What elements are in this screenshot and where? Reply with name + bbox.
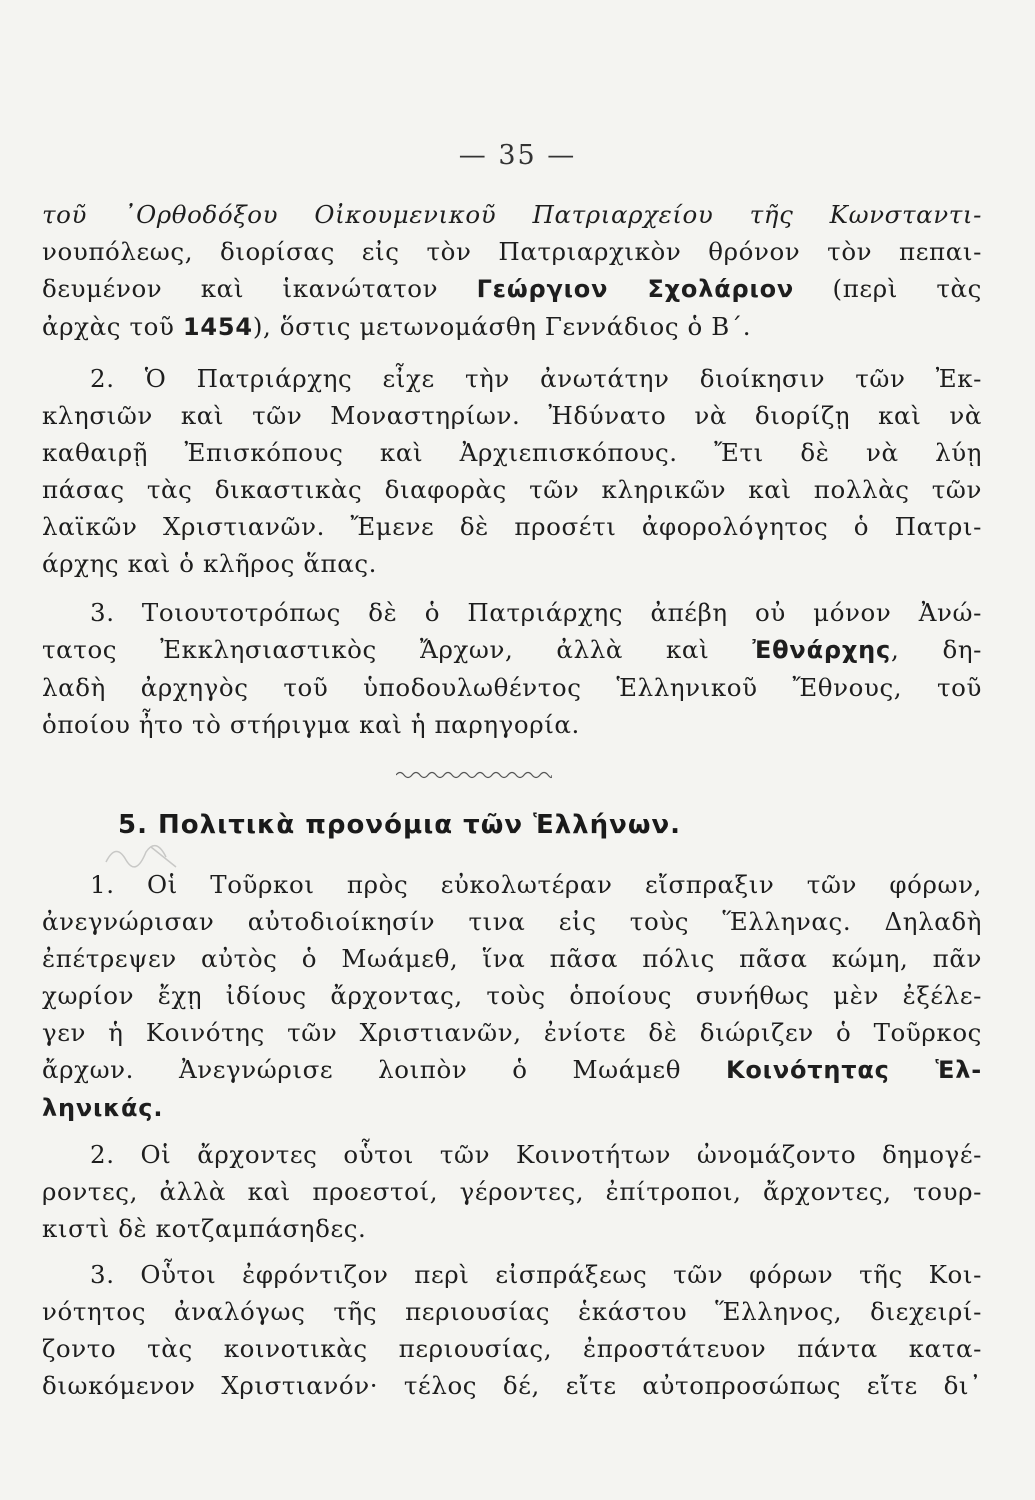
- text-line: γεν ἡ Κοινότης τῶν Χριστιανῶν, ἐνίοτε δὲ διώριζεν ὁ Τοῦρκος: [42, 1018, 982, 1047]
- text-line: νότητος ἀναλόγως τῆς περιουσίας ἑκάστου Ἕλληνος, διεχειρί-: [42, 1297, 982, 1326]
- paragraph-patriarch-authority: [42, 360, 982, 582]
- text-line-content: δευμένον καὶ ἱκανώτατον Γεώργιον Σχολάριον (περὶ τὰς: [42, 274, 982, 303]
- text-line: ἐπέτρεψεν αὐτὸς ὁ Μωάμεθ, ἵνα πᾶσα πόλις πᾶσα κώμη, πᾶν: [42, 944, 982, 973]
- text-line: ροντες, ἀλλὰ καὶ προεστοί, γέροντες, ἐπίτροποι, ἄρχοντες, τουρ-: [42, 1177, 982, 1206]
- text-line: 2. Οἱ ἄρχοντες οὗτοι τῶν Κοινοτήτων ὠνομάζοντο δημογέ-: [90, 1140, 982, 1169]
- text-line: ὁποίου ἦτο τὸ στήριγμα καὶ ἡ παρηγορία.: [42, 710, 580, 739]
- text-line: [42, 270, 982, 308]
- text-line: ἀρχὰς τοῦ 1454), ὅστις μετωνομάσθη Γεννάδιος ὁ Β΄.: [42, 312, 752, 341]
- text-line: κλησιῶν καὶ τῶν Μοναστηρίων. Ἠδύνατο νὰ διορίζῃ καὶ νὰ: [42, 401, 982, 430]
- paragraph-self-government: [42, 866, 982, 1127]
- text-line: [42, 1089, 982, 1127]
- bold-term: Ἐθνάρχης: [752, 636, 892, 664]
- text-line-content: τοῦ ᾿Ορθοδόξου Οἰκουμενικοῦ Πατριαρχείου τῆς Κωνσταντι-: [42, 200, 982, 229]
- text-line: [42, 196, 982, 233]
- text-line: ζοντο τὰς κοινοτικὰς περιουσίας, ἐπροστάτευον πάντα κατα-: [42, 1334, 982, 1363]
- text-line: ἀνεγνώρισαν αὐτοδιοίκησίν τινα εἰς τοὺς Ἕλληνας. Δηλαδὴ: [42, 907, 982, 936]
- text-line: τατος Ἐκκλησιαστικὸς Ἄρχων, ἀλλὰ καὶ Ἐθνάρχης, δη-: [42, 635, 982, 664]
- section-heading: 5. Πολιτικὰ προνόμια τῶν Ἑλλήνων.: [118, 810, 682, 840]
- bold-term: 1454: [182, 313, 253, 341]
- text-line: χωρίον ἔχῃ ἰδίους ἄρχοντας, τοὺς ὁποίους συνήθως μὲν ἐξέλε-: [42, 981, 982, 1010]
- page-number: — 35 —: [458, 140, 577, 171]
- bold-term: Γεώργιον Σχολάριον: [476, 275, 795, 303]
- wavy-divider: [396, 770, 552, 780]
- paragraph-community-leaders: [42, 1136, 982, 1247]
- bold-term: Κοινότητας Ἑλ-: [726, 1056, 983, 1084]
- bold-term: ληνικάς.: [42, 1094, 164, 1122]
- paragraph-leader-duties: [42, 1256, 982, 1404]
- text-line: ἄρχων. Ἀνεγνώρισε λοιπὸν ὁ Μωάμεθ Κοινότητας Ἑλ-: [42, 1055, 983, 1084]
- text-line: διωκόμενον Χριστιανόν· τέλος δέ, εἴτε αὐτοπροσώπως εἴτε δι᾿: [42, 1371, 982, 1400]
- text-line: 3. Οὗτοι ἐφρόντιζον περὶ εἰσπράξεως τῶν φόρων τῆς Κοι-: [90, 1260, 982, 1289]
- text-line: λαϊκῶν Χριστιανῶν. Ἔμενε δὲ προσέτι ἀφορολόγητος ὁ Πατρι-: [42, 512, 982, 541]
- text-line: 3. Τοιουτοτρόπως δὲ ὁ Πατριάρχης ἀπέβη οὐ μόνον Ἀνώ-: [90, 598, 982, 627]
- text-line: κιστὶ δὲ κοτζαμπάσηδες.: [42, 1214, 367, 1243]
- text-line: νουπόλεως, διορίσας εἰς τὸν Πατριαρχικὸν θρόνον τὸν πεπαι-: [42, 237, 982, 266]
- text-line: άρχης καὶ ὁ κλῆρος ἅπας.: [42, 549, 378, 578]
- paragraph-continuation: [42, 196, 982, 346]
- text-line: 2. Ὁ Πατριάρχης εἶχε τὴν ἀνωτάτην διοίκησιν τῶν Ἐκ-: [90, 364, 982, 393]
- paragraph-ethnarch: [42, 594, 982, 743]
- text-line: καθαιρῇ Ἐπισκόπους καὶ Ἀρχιεπισκόπους. Ἔτι δὲ νὰ λύῃ: [42, 438, 982, 467]
- text-line: πάσας τὰς δικαστικὰς διαφορὰς τῶν κληρικῶν καὶ πολλὰς τῶν: [42, 475, 982, 504]
- text-line: 1. Οἱ Τοῦρκοι πρὸς εὐκολωτέραν εἴσπραξιν τῶν φόρων,: [90, 870, 982, 899]
- text-line: λαδὴ ἀρχηγὸς τοῦ ὑποδουλωθέντος Ἑλληνικοῦ Ἔθνους, τοῦ: [42, 673, 982, 702]
